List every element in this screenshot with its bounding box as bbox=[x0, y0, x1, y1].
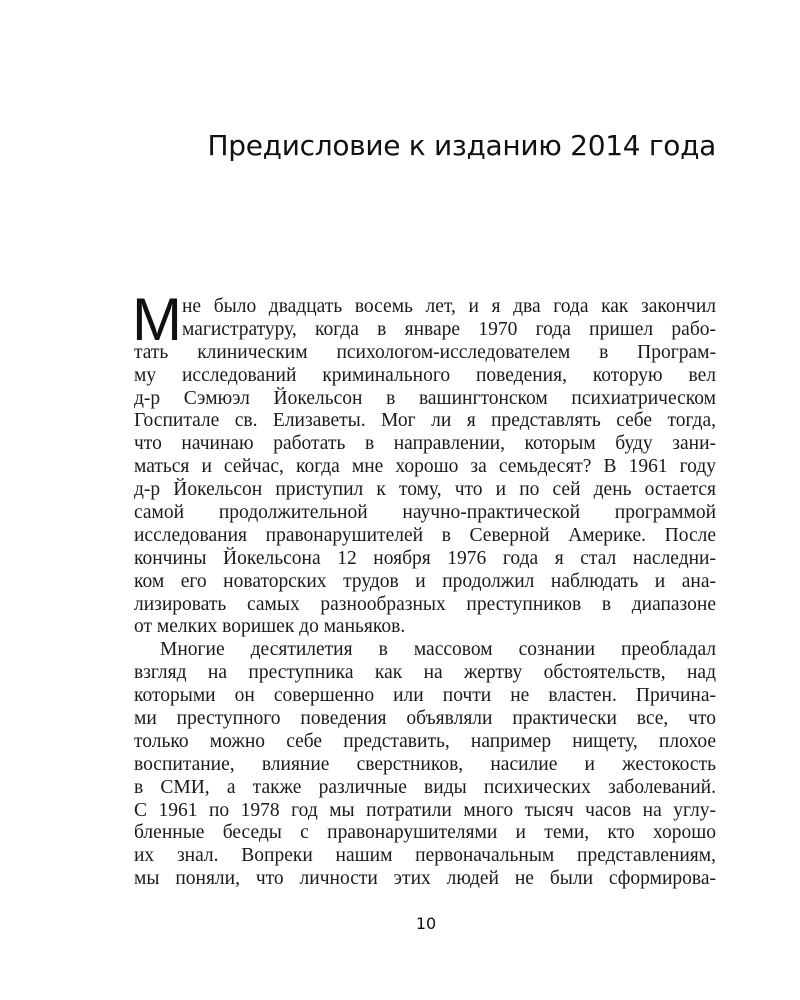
text-line: Многие десятилетия в массовом сознании преобладал bbox=[160, 639, 716, 661]
drop-cap: М bbox=[132, 286, 182, 353]
text-line: С 1961 по 1978 год мы потратили много тысяч часов на углу- bbox=[134, 799, 716, 821]
text-line: бленные беседы с правонарушителями и теми, кто хорошо bbox=[134, 822, 716, 844]
text-line: взгляд на преступника как на жертву обстоятельств, над bbox=[134, 662, 716, 684]
text-line: воспитание, влияние сверстников, насилие и жестокость bbox=[134, 753, 716, 775]
paragraph-2 bbox=[134, 639, 716, 891]
text-line: Госпитале св. Елизаветы. Мог ли я представлять себе тогда, bbox=[134, 410, 716, 432]
text-line: му исследований криминального поведения, которую вел bbox=[134, 364, 716, 386]
text-line: кончины Йокельсона 12 ноября 1976 года я стал наследни- bbox=[134, 547, 716, 569]
text-line: не было двадцать восемь лет, и я два года как закончил bbox=[182, 296, 716, 317]
body-text bbox=[132, 286, 716, 891]
text-line: ком его новаторских трудов и продолжил наблюдать и ана- bbox=[134, 570, 716, 592]
page-number: 10 bbox=[415, 914, 437, 933]
paragraph-1 bbox=[132, 286, 716, 639]
text-line: лизировать самых разнообразных преступников в диапазоне bbox=[134, 593, 716, 615]
text-line: в СМИ, а также различные виды психических заболеваний. bbox=[134, 776, 716, 798]
text-line: которыми он совершенно или почти не властен. Причина- bbox=[134, 685, 716, 707]
text-line: тать клиническим психологом-исследователем в Програм- bbox=[134, 341, 716, 363]
text-line: д-р Сэмюэл Йокельсон в вашингтонском психиатрическом bbox=[134, 387, 716, 409]
text-line: мы поняли, что личности этих людей не были сформирова- bbox=[134, 868, 716, 890]
chapter-title: Предисловие к изданию 2014 года bbox=[207, 128, 716, 162]
text-line: самой продолжительной научно-практической программой bbox=[134, 502, 716, 524]
text-line: д-р Йокельсон приступил к тому, что и по сей день остается bbox=[134, 479, 716, 501]
text-line: маться и сейчас, когда мне хорошо за семьдесят? В 1961 году bbox=[134, 456, 716, 478]
text-line: что начинаю работать в направлении, которым буду зани- bbox=[134, 433, 716, 455]
text-line: от мелких воришек до маньяков. bbox=[134, 616, 406, 638]
text-line: исследования правонарушителей в Северной Америке. После bbox=[134, 524, 716, 546]
text-line: только можно себе представить, например нищету, плохое bbox=[134, 730, 716, 752]
text-line: их знал. Вопреки нашим первоначальным представлениям, bbox=[134, 845, 716, 867]
text-line: ми преступного поведения объявляли практически все, что bbox=[134, 708, 716, 730]
text-line: магистратуру, когда в январе 1970 года пришел рабо- bbox=[182, 318, 716, 340]
